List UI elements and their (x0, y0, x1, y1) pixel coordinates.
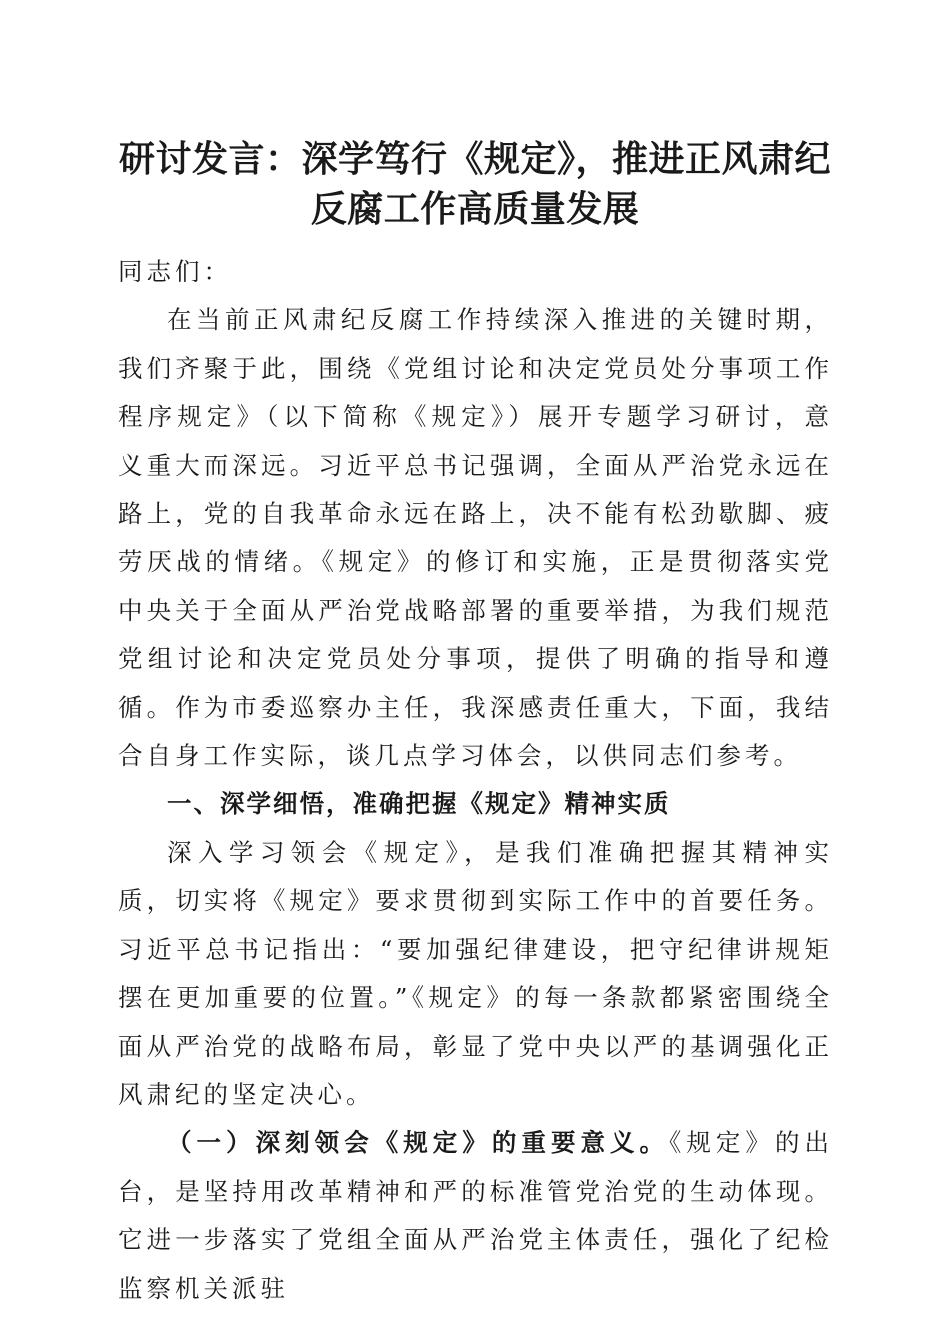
section-1-heading: 一、深学细悟，准确把握《规定》精神实质 (167, 789, 671, 819)
section-1-paragraph: 深入学习领会《规定》，是我们准确把握其精神实质，切实将《规定》要求贯彻到实际工作中的首要任务。习近平总书记指出：“要加强纪律建设，把守纪律讲规矩摆在更加重要的位置。”《规定》的每一条款都紧密围绕全面从严治党的战略布局，彰显了党中央以严的基调强化正风肃纪的坚定决心。 (118, 837, 833, 1109)
subsection-1-heading: （一）深刻领会《规定》的重要意义。 (167, 1128, 670, 1158)
title-line-2: 反腐工作高质量发展 (310, 188, 640, 230)
intro-paragraph: 在当前正风肃纪反腐工作持续深入推进的关键时期，我们齐聚于此，围绕《党组讨论和决定党员处分事项工作程序规定》（以下简称《规定》）展开专题学习研讨，意义重大而深远。习近平总书记强调，全面从严治党永远在路上，党的自我革命永远在路上，决不能有松劲歇脚、疲劳厌战的情绪。《规定》的修订和实施，正是贯彻落实党中央关于全面从严治党战略部署的重要举措，为我们规范党组讨论和决定党员处分事项，提供了明确的指导和遵循。作为市委巡察办主任，我深感责任重大，下面，我结合自身工作实际，谈几点学习体会，以供同志们参考。 (118, 305, 833, 771)
document-title (100, 134, 850, 234)
document-body (118, 248, 833, 1313)
title-line-1: 研讨发言：深学笃行《规定》，推进正风肃纪 (118, 138, 831, 180)
subsection-1-paragraph (118, 1119, 833, 1313)
salutation: 同志们： (118, 257, 232, 286)
subsection-1-text: 《规定》的出台，是坚持用改革精神和严的标准管党治党的生动体现。它进一步落实了党组全面从严治党主体责任，强化了纪检监察机关派驻 (118, 1128, 833, 1303)
